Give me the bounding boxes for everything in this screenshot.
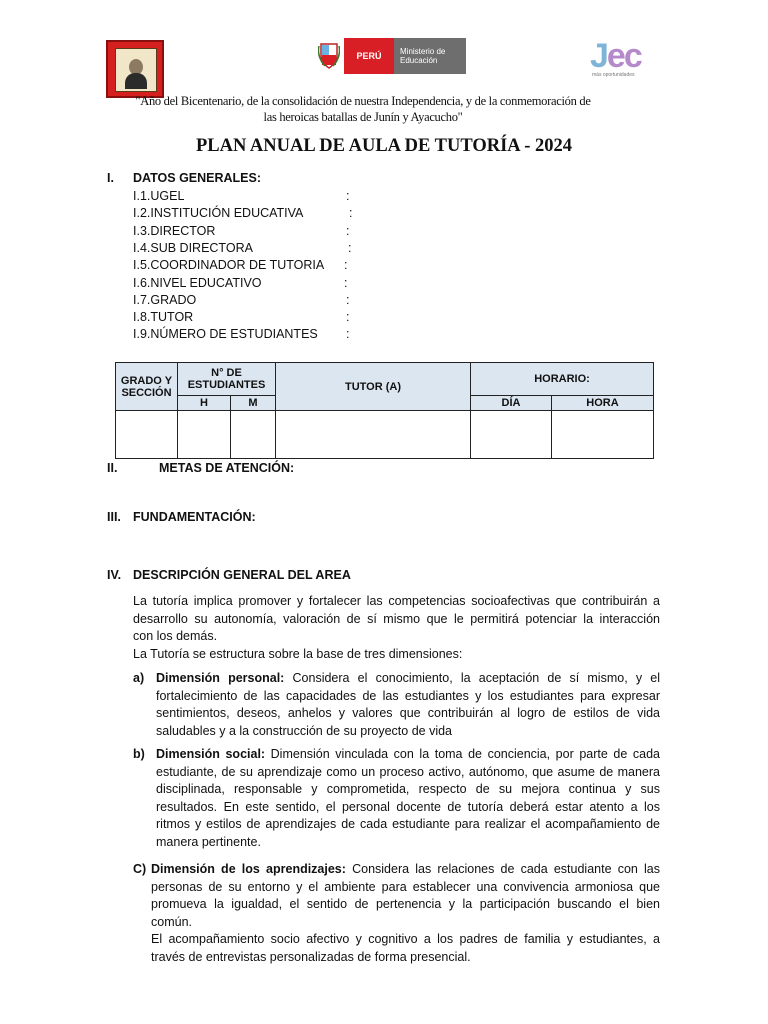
section-4-intro: [133, 593, 660, 663]
dimension-line: [156, 746, 660, 764]
dimension-line: [151, 861, 660, 879]
dimension-text: [156, 670, 660, 740]
dimension-line-text: Considera el conocimiento, la aceptación de sí mismo, y el: [284, 671, 660, 685]
peru-shield-icon: [318, 40, 340, 70]
jec-wordmark: Jec: [590, 37, 641, 75]
class-data-table: [115, 362, 654, 459]
section-2-number: II.: [107, 461, 118, 475]
cell-h: [178, 411, 231, 459]
field-colon: :: [346, 223, 350, 238]
dimension-heading: Dimensión de los aprendizajes:: [151, 862, 346, 876]
portrait-body: [125, 73, 147, 89]
page-title: PLAN ANUAL DE AULA DE TUTORÍA - 2024: [195, 136, 573, 156]
header-tutor: TUTOR (A): [276, 363, 471, 411]
field-label: I.8.TUTOR: [133, 310, 194, 325]
dimension-line: través de entrevistas personalizadas de forma presencial.: [151, 949, 471, 964]
dimension-line: saludables y a la construcción de su proyecto de vida: [156, 723, 453, 738]
school-portrait: [115, 48, 157, 92]
field-label: I.2.INSTITUCIÓN EDUCATIVA: [133, 206, 304, 221]
header-horario: HORARIO:: [471, 363, 654, 396]
field-label: I.3.DIRECTOR: [133, 223, 216, 238]
dimension-heading: Dimensión social:: [156, 747, 266, 761]
section-3-title: FUNDAMENTACIÓN:: [133, 510, 256, 524]
jec-tagline: más oportunidades: [592, 72, 635, 78]
header-dia: DÍA: [471, 396, 552, 411]
cell-m: [231, 411, 276, 459]
ministry-label: Ministerio de Educación: [394, 38, 466, 74]
dimension-line: promueva la igualdad, el sentido de pertenencia y la participación buscando el bien: [151, 897, 660, 911]
peru-label: PERÚ: [344, 38, 394, 74]
cell-grado-seccion: [116, 411, 178, 459]
field-colon: :: [344, 258, 348, 273]
intro-line: con los demás.: [133, 629, 218, 643]
cell-hora: [552, 411, 654, 459]
header-grado-seccion: GRADO Y SECCIÓN: [116, 363, 178, 411]
field-colon: :: [344, 275, 348, 290]
school-logo: [106, 40, 164, 98]
dimension-text: [151, 861, 660, 966]
dimension-line: estudiante, de su aprendizaje como un proceso activo, autónomo, que asume de manera: [156, 764, 660, 779]
cell-tutor: [276, 411, 471, 459]
field-colon: :: [346, 292, 350, 307]
field-colon: :: [346, 327, 350, 342]
field-colon: :: [348, 240, 352, 255]
intro-line: La Tutoría se estructura sobre la base de tres dimensiones:: [133, 646, 463, 661]
dimension-line: resultados. En este sentido, el personal docente de tutoría deberá estar atento a los: [156, 799, 660, 814]
dimension-line: manera pertinente.: [156, 834, 261, 849]
intro-line: desarrollo su autonomía, valoración de sí mismo que le permitirá potenciar la interacción: [133, 611, 660, 626]
field-label: I.1.UGEL: [133, 189, 185, 203]
jec-logo: [590, 38, 640, 82]
header-m: M: [231, 396, 276, 411]
field-colon: :: [346, 310, 350, 325]
dimension-line: El acompañamiento socio afectivo y cognitivo a los padres de familia y estudiantes, a: [151, 932, 660, 946]
dimension-text: [156, 746, 660, 851]
dimension-line: [156, 670, 660, 688]
dimension-line-text: Considera las relaciones de cada estudiante con las: [345, 862, 661, 876]
dimension-line: fortalecimiento de las capacidades de las estudiantes y los estudiantes para expresar: [156, 688, 660, 703]
field-label: I.7.GRADO: [133, 292, 197, 307]
header-num-estudiantes: N° DE ESTUDIANTES: [178, 363, 276, 396]
header-hora: HORA: [552, 396, 654, 411]
section-1-number: I.: [107, 171, 114, 185]
dimension-line: personas de su entorno y el ambiente para establecer una convivencia armoniosa que: [151, 879, 660, 894]
dimension-line: común.: [151, 914, 192, 929]
section-1-title: DATOS GENERALES:: [133, 171, 262, 185]
dimension-line: disciplinada, responsable y comprometida, respecto de su mejora continua y sus: [156, 782, 660, 796]
field-label: I.5.COORDINADOR DE TUTORIA: [133, 258, 325, 273]
minedu-logo: [318, 38, 466, 74]
section-4-title: DESCRIPCIÓN GENERAL DEL AREA: [133, 568, 351, 582]
year-slogan: "Año del Bicentenario, de la consolidación de nuestra Independencia, y de la conmemoración de las heroicas batallas de Junín y Ayacucho": [135, 94, 591, 124]
dimension-line: sentimientos, deseos, anhelos y valores que contribuirán al logro de estilos de vida: [156, 706, 660, 720]
dimension-marker: b): [133, 747, 145, 761]
dimension-line: ritmos y estilos de aprendizajes de cada estudiante para realizar el acompañamiento de: [156, 817, 660, 831]
dimension-heading: Dimensión personal:: [156, 671, 285, 685]
field-label: I.6.NIVEL EDUCATIVO: [133, 275, 262, 290]
field-label: I.4.SUB DIRECTORA: [133, 240, 253, 255]
dimension-marker: a): [133, 671, 145, 685]
section-4-number: IV.: [107, 568, 122, 582]
field-colon: :: [346, 189, 350, 203]
cell-dia: [471, 411, 552, 459]
intro-line: La tutoría implica promover y fortalecer las competencias socioafectivas que contribuirán a: [133, 594, 660, 608]
field-colon: :: [349, 206, 353, 221]
dimension-line-text: Dimensión vinculada con la toma de conciencia, por parte de cada: [265, 747, 660, 761]
header-h: H: [178, 396, 231, 411]
dimension-marker: C): [133, 862, 147, 876]
section-2-title: METAS DE ATENCIÓN:: [159, 461, 295, 475]
section-3-number: III.: [107, 510, 121, 524]
field-label: I.9.NÚMERO DE ESTUDIANTES: [133, 327, 318, 342]
